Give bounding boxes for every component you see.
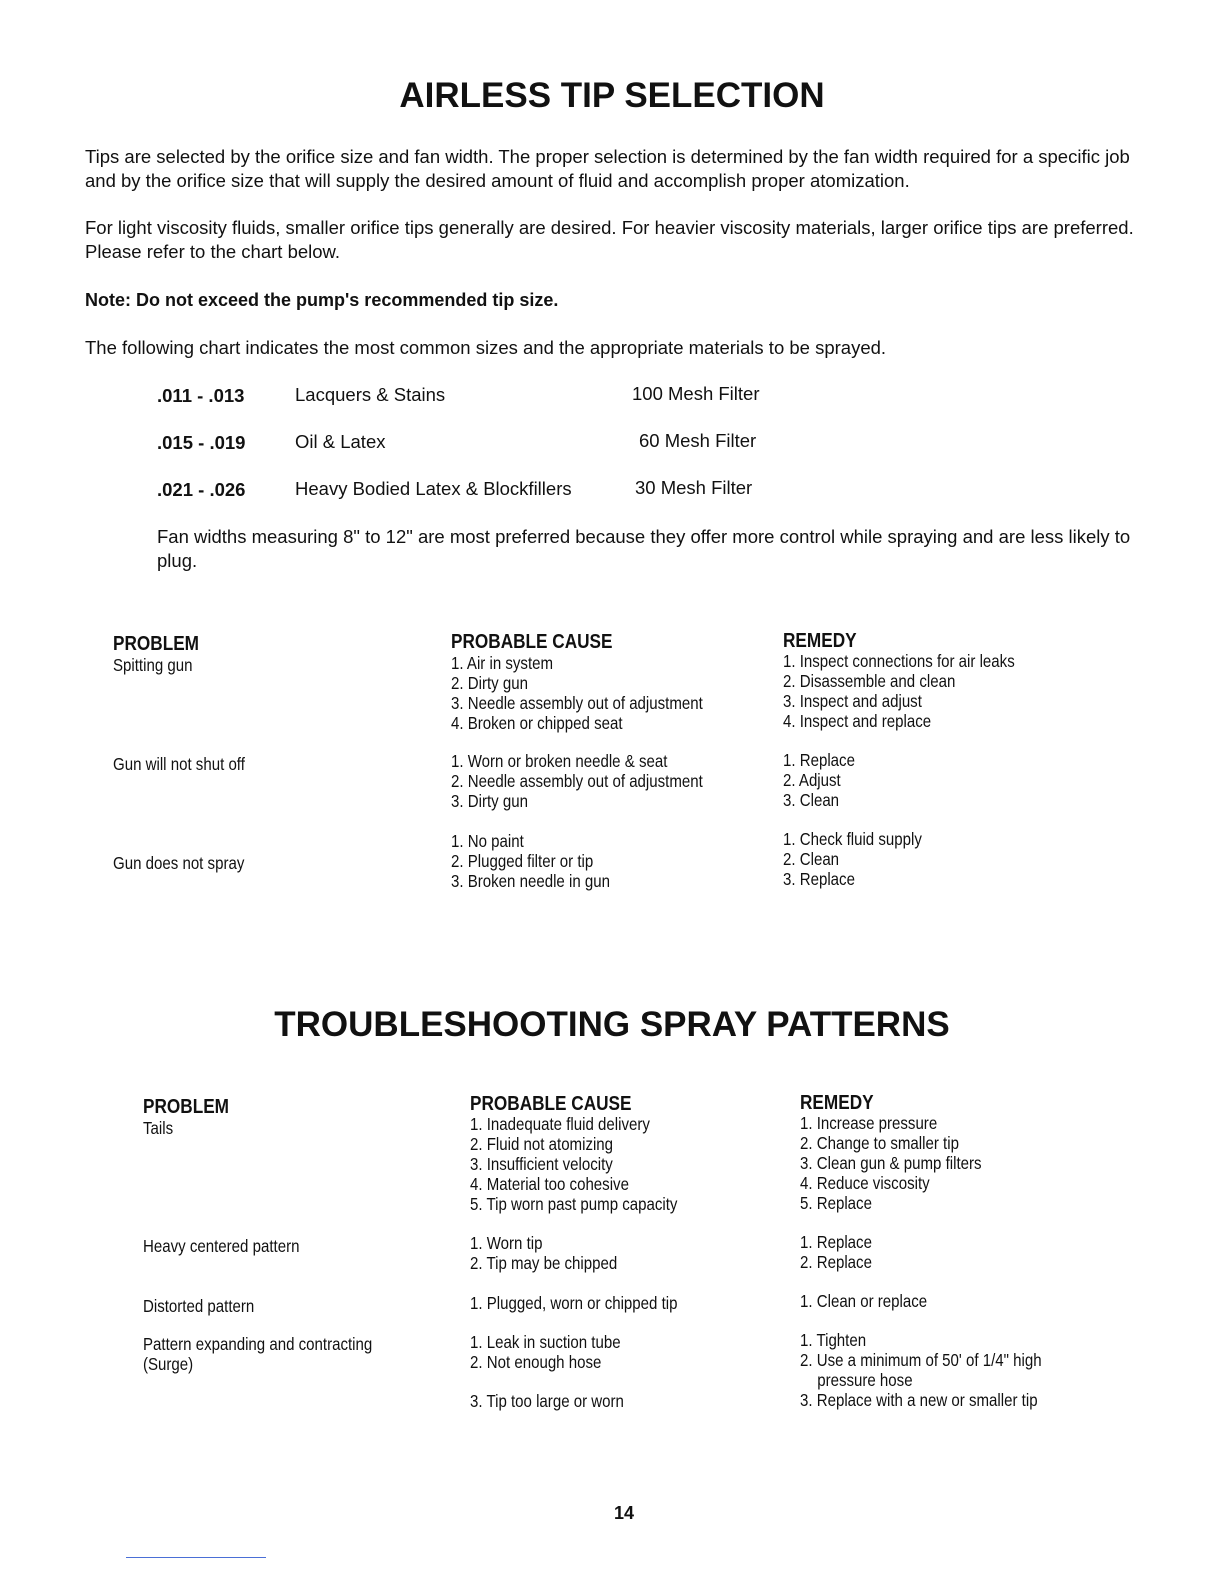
remedy-item: 4. Inspect and replace xyxy=(783,711,932,731)
remedy-cell xyxy=(783,750,855,810)
tip-filter: 30 Mesh Filter xyxy=(635,477,753,498)
remedy-cell xyxy=(800,1113,982,1213)
problem-line: Pattern expanding and contracting xyxy=(143,1334,373,1354)
remedy-item: 3. Replace with a new or smaller tip xyxy=(800,1390,1038,1410)
tip-material: Oil & Latex xyxy=(295,431,386,452)
problem-header: PROBLEM xyxy=(113,633,199,655)
cause-item: 3. Needle assembly out of adjustment xyxy=(451,693,703,713)
cause-item: 1. Air in system xyxy=(451,653,554,673)
cause-item: 1. No paint xyxy=(451,831,524,851)
problem-cell xyxy=(143,1118,173,1138)
remedy-cell xyxy=(800,1330,1042,1410)
problem-line: Distorted pattern xyxy=(143,1296,255,1316)
remedy-cell xyxy=(783,651,1015,731)
note-text: Note: Do not exceed the pump's recommended tip size. xyxy=(85,290,559,310)
tip-size: .015 - .019 xyxy=(157,432,246,453)
cause-item: 1. Worn or broken needle & seat xyxy=(451,751,668,771)
cause-cell xyxy=(470,1293,678,1313)
cause-cell xyxy=(470,1391,624,1411)
problem-line: Heavy centered pattern xyxy=(143,1236,300,1256)
remedy-item: 1. Replace xyxy=(783,750,855,770)
page-number: 14 xyxy=(613,1503,635,1523)
cause-item: 3. Broken needle in gun xyxy=(451,871,610,891)
viscosity-paragraph: For light viscosity fluids, smaller orifice tips generally are desired. For heavier viscosity materials, larger orifice tips are preferred. Please refer to the chart below. xyxy=(85,217,1134,262)
remedy-item: 1. Inspect connections for air leaks xyxy=(783,651,1015,671)
remedy-item: 1. Replace xyxy=(800,1232,872,1252)
tip-filter: 100 Mesh Filter xyxy=(632,383,760,404)
problem-line: (Surge) xyxy=(143,1354,194,1374)
cause-header: PROBABLE CAUSE xyxy=(470,1093,632,1115)
remedy-item: 2. Adjust xyxy=(783,770,841,790)
remedy-header: REMEDY xyxy=(800,1092,874,1114)
cause-item: 5. Tip worn past pump capacity xyxy=(470,1194,678,1214)
tip-material: Lacquers & Stains xyxy=(295,384,446,405)
remedy-header: REMEDY xyxy=(783,630,857,652)
problem-cell xyxy=(143,1334,372,1374)
cause-cell xyxy=(451,751,703,811)
remedy-item: 3. Clean gun & pump filters xyxy=(800,1153,982,1173)
scan-artifact-line xyxy=(126,1557,266,1558)
remedy-item: 2. Disassemble and clean xyxy=(783,671,956,691)
remedy-item: 1. Tighten xyxy=(800,1330,867,1350)
fan-width-note: Fan widths measuring 8" to 12" are most preferred because they offer more control while spraying and are less likely to plug. xyxy=(157,526,1131,571)
remedy-item: pressure hose xyxy=(817,1370,913,1390)
problem-cell xyxy=(143,1236,299,1256)
cause-header: PROBABLE CAUSE xyxy=(451,631,613,653)
cause-cell xyxy=(451,653,703,733)
cause-item: 2. Dirty gun xyxy=(451,673,528,693)
cause-cell xyxy=(470,1114,677,1214)
remedy-item: 1. Increase pressure xyxy=(800,1113,938,1133)
remedy-item: 1. Check fluid supply xyxy=(783,829,922,849)
problem-cell: Gun will not shut off xyxy=(113,754,245,774)
remedy-item: 3. Inspect and adjust xyxy=(783,691,922,711)
problem-cell xyxy=(143,1296,254,1316)
tip-size: .021 - .026 xyxy=(157,479,246,500)
problem-cell: Gun does not spray xyxy=(113,853,245,873)
remedy-item: 3. Clean xyxy=(783,790,840,810)
cause-item: 1. Inadequate fluid delivery xyxy=(470,1114,650,1134)
tip-filter: 60 Mesh Filter xyxy=(639,430,757,451)
problem-cell: Spitting gun xyxy=(113,655,193,675)
cause-item: 2. Plugged filter or tip xyxy=(451,851,594,871)
remedy-item: 2. Clean xyxy=(783,849,840,869)
chart-intro: The following chart indicates the most common sizes and the appropriate materials to be sprayed. xyxy=(85,337,887,358)
cause-cell xyxy=(451,831,610,891)
remedy-cell xyxy=(800,1291,927,1311)
cause-item: 2. Fluid not atomizing xyxy=(470,1134,614,1154)
remedy-item: 5. Replace xyxy=(800,1193,872,1213)
airless-title: AIRLESS TIP SELECTION xyxy=(399,76,825,115)
cause-item: 4. Broken or chipped seat xyxy=(451,713,623,733)
remedy-item: 4. Reduce viscosity xyxy=(800,1173,930,1193)
remedy-cell xyxy=(800,1232,872,1272)
cause-cell xyxy=(470,1332,621,1372)
cause-item: 4. Material too cohesive xyxy=(470,1174,629,1194)
remedy-item: 3. Replace xyxy=(783,869,855,889)
cause-item: 3. Tip too large or worn xyxy=(470,1391,624,1411)
cause-item: 2. Tip may be chipped xyxy=(470,1253,618,1273)
remedy-item: 1. Clean or replace xyxy=(800,1291,928,1311)
cause-item: 3. Dirty gun xyxy=(451,791,528,811)
remedy-item: 2. Change to smaller tip xyxy=(800,1133,959,1153)
intro-paragraph: Tips are selected by the orifice size and fan width. The proper selection is determined by the fan width required for a specific job and by the orifice size that will supply the desired amount of fluid and accomplish proper atomization. xyxy=(85,146,1130,191)
cause-item: 2. Not enough hose xyxy=(470,1352,602,1372)
troubleshooting-title: TROUBLESHOOTING SPRAY PATTERNS xyxy=(274,1005,950,1044)
cause-item: 2. Needle assembly out of adjustment xyxy=(451,771,703,791)
remedy-item: 2. Replace xyxy=(800,1252,872,1272)
cause-item: 3. Insufficient velocity xyxy=(470,1154,613,1174)
tip-size: .011 - .013 xyxy=(157,385,245,406)
remedy-cell xyxy=(783,829,922,889)
cause-cell xyxy=(470,1233,617,1273)
problem-line: Tails xyxy=(143,1118,174,1138)
remedy-item: 2. Use a minimum of 50' of 1/4" high xyxy=(800,1350,1042,1370)
cause-item: 1. Leak in suction tube xyxy=(470,1332,621,1352)
cause-item: 1. Worn tip xyxy=(470,1233,543,1253)
cause-item: 1. Plugged, worn or chipped tip xyxy=(470,1293,678,1313)
tip-material: Heavy Bodied Latex & Blockfillers xyxy=(295,478,572,499)
problem-header: PROBLEM xyxy=(143,1096,229,1118)
